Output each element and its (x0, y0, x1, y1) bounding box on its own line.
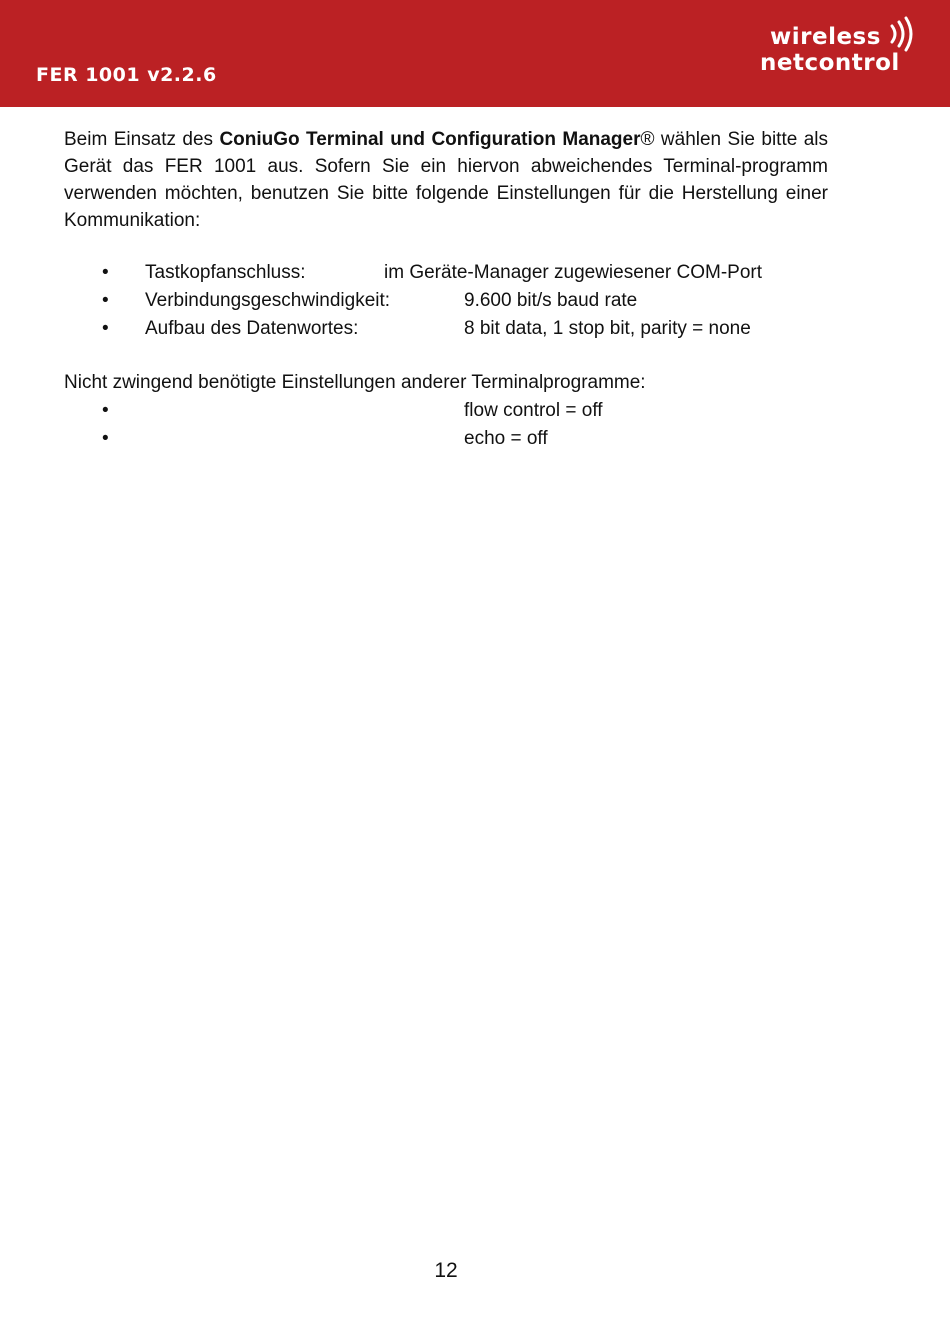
setting-label: Aufbau des Datenwortes: (145, 318, 359, 339)
wireless-netcontrol-logo (760, 16, 920, 82)
product-name: ConiuGo Terminal und Configuration Manager (219, 129, 641, 150)
bullet-icon: • (102, 318, 109, 339)
page-header (0, 0, 950, 107)
intro-text-start: Beim Einsatz des (64, 129, 220, 150)
settings-item (64, 318, 864, 346)
bullet-icon: • (102, 400, 109, 421)
logo-text-wireless: wireless (770, 24, 881, 50)
bullet-icon: • (102, 262, 109, 283)
radio-waves-icon (888, 16, 918, 52)
settings-item (64, 290, 864, 318)
optional-item (64, 428, 864, 456)
setting-value: 9.600 bit/s baud rate (464, 290, 638, 311)
intro-section (64, 126, 828, 234)
intro-text-end: ® wählen Sie bitte als Gerät das FER 1001 aus. Sofern Sie ein hiervon abweichendes Terminal-programm verwenden möchten, benutzen Sie bitte folgende Einstellungen für die Herstellung einer Kommunikation: (64, 129, 828, 231)
bullet-icon: • (102, 290, 109, 311)
intro-paragraph (64, 126, 828, 234)
setting-value: 8 bit data, 1 stop bit, parity = none (464, 318, 751, 339)
setting-label: Tastkopfanschluss: (145, 262, 306, 283)
setting-label: Verbindungsgeschwindigkeit: (145, 290, 391, 311)
page-number: 12 (434, 1259, 458, 1282)
bullet-icon: • (102, 428, 109, 449)
document-title: FER 1001 v2.2.6 (36, 64, 217, 86)
settings-list (64, 262, 864, 346)
optional-settings-list (64, 400, 864, 456)
settings-item (64, 262, 864, 290)
optional-item (64, 400, 864, 428)
optional-value: echo = off (464, 428, 548, 449)
setting-value: im Geräte-Manager zugewiesener COM-Port (384, 262, 763, 283)
optional-value: flow control = off (464, 400, 603, 421)
logo-text-netcontrol: netcontrol (760, 50, 900, 76)
optional-settings-heading: Nicht zwingend benötigte Einstellungen anderer Terminalprogramme: (64, 372, 646, 393)
